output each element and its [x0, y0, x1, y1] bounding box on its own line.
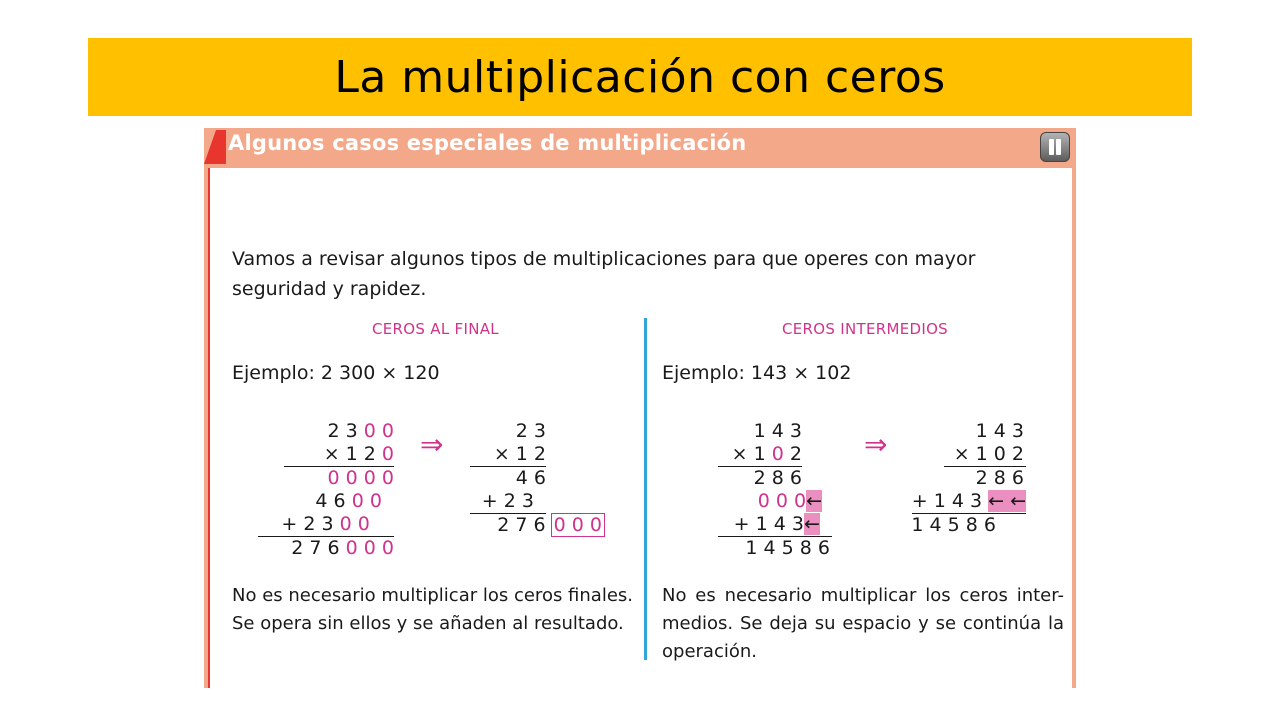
example-final-zeros: Ejemplo: 2 300 × 120 — [232, 362, 440, 384]
pause-icon[interactable] — [1040, 132, 1070, 162]
intro-text: Vamos a revisar algunos tipos de multiplicaciones para que operes con mayor seguridad y rapidez. — [232, 248, 976, 300]
section-heading-middle-zeros: CEROS INTERMEDIOS — [782, 320, 948, 338]
note-final-zeros: No es necesario multiplicar los ceros finales. Se opera sin ellos y se añaden al resultado. — [232, 585, 634, 634]
column-divider — [644, 318, 647, 660]
book-header-title: Algunos casos especiales de multiplicación — [228, 131, 747, 155]
calc-middle-zeros-full: 1 4 3 × 1 0 2 2 8 6 0 0 0← + 1 4 3← 1 4 5 8 6 — [718, 420, 832, 560]
slide-title: La multiplicación con ceros — [334, 51, 946, 103]
slide-title-bar — [88, 38, 1192, 116]
section-heading-final-zeros: CEROS AL FINAL — [372, 320, 499, 338]
implies-arrow-icon: ⇒ — [420, 428, 444, 461]
calc-final-zeros-full: 2 3 0 0 × 1 2 0 0 0 0 0 4 6 0 0 + 2 3 0 0 2 7 6 0 0 0 — [258, 420, 394, 560]
calc-final-zeros-short: 2 3 × 1 2 4 6 + 2 3 2 7 6 0 0 0 — [472, 420, 604, 560]
example-middle-zeros: Ejemplo: 143 × 102 — [662, 362, 852, 384]
calc-middle-zeros-short: 1 4 3 × 1 0 2 2 8 6 + 1 4 3 ← ← 1 4 5 8 6 — [911, 420, 1026, 536]
implies-arrow-icon-2: ⇒ — [864, 428, 888, 461]
note-middle-zeros: No es necesario multiplicar los ceros inter- medios. Se deja su espacio y se continúa la operación. — [662, 585, 1064, 662]
book-page — [208, 168, 1072, 688]
book-header — [204, 128, 1076, 164]
textbook-panel — [204, 128, 1076, 688]
